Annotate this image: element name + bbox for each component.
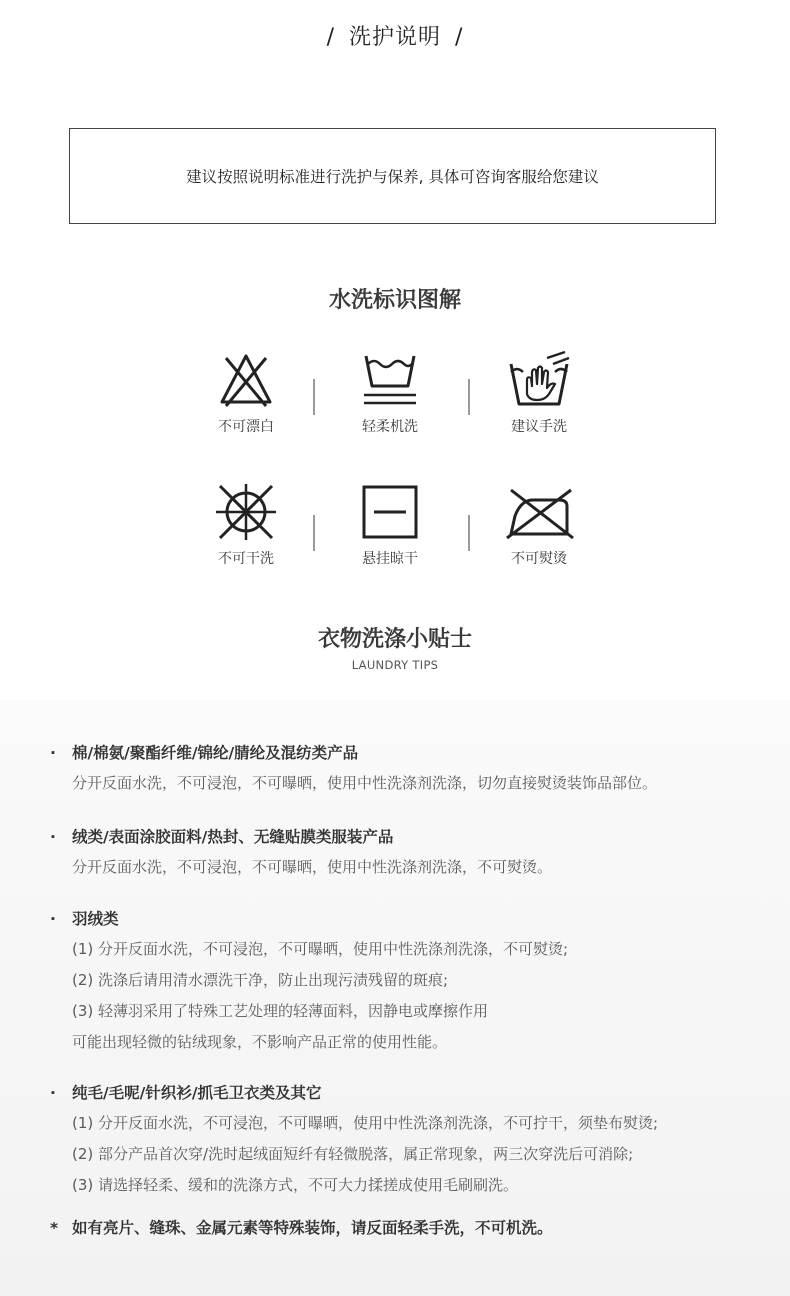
hand-wash-icon [505,350,573,410]
tips-section-title: 衣物洗涤小贴士 [317,627,472,652]
gentle-machine-wash-icon [358,350,422,410]
hang-dry-icon [358,482,422,542]
symbol-label: 轻柔机洗 [362,419,418,435]
no-dry-clean-icon [214,482,278,542]
tip-line: 可能出现轻微的钻绒现象，不影响产品正常的使用性能。 [72,1033,448,1051]
tip-line: (3) 请选择轻柔、缓和的洗涤方式，不可大力揉搓成使用毛刷刷洗。 [72,1176,519,1194]
symbol-label: 不可熨烫 [511,551,567,567]
tip-group [50,904,770,1058]
tip-heading: · 羽绒类 [50,910,119,928]
tip-line: (1) 分开反面水洗，不可浸泡，不可曝晒，使用中性洗涤剂洗涤，不可拧干，须垫布熨烫; [72,1114,659,1132]
tip-line: (2) 洗涤后请用清水漂洗干净，防止出现污渍残留的斑痕; [72,971,449,989]
symbols-section-title: 水洗标识图解 [328,288,461,313]
special-decoration-note: * 如有亮片、缝珠、金属元素等特殊装饰，请反面轻柔手洗，不可机洗。 [50,1219,553,1237]
page-title: / 洗护说明 / [326,25,464,50]
symbol-no-dry-clean [166,482,326,568]
tip-line: (1) 分开反面水洗，不可浸泡，不可曝晒，使用中性洗涤剂洗涤，不可熨烫; [72,940,569,958]
symbol-no-iron [459,482,619,568]
symbol-label: 不可干洗 [218,551,274,567]
notice-box [69,128,716,224]
symbol-label: 不可漂白 [218,419,274,435]
tips-section-subtitle: LAUNDRY TIPS [351,658,439,672]
symbol-gentle-machine-wash [310,350,470,436]
symbol-label: 建议手洗 [511,419,567,435]
tip-group [50,822,770,883]
tip-heading: · 纯毛/毛呢/针织衫/抓毛卫衣类及其它 [50,1084,322,1102]
symbol-hang-dry [310,482,470,568]
symbol-label: 悬挂晾干 [362,551,418,567]
tip-line: 分开反面水洗，不可浸泡，不可曝晒，使用中性洗涤剂洗涤，切勿直接熨烫装饰品部位。 [72,774,658,792]
tip-heading: · 棉/棉氨/聚酯纤维/锦纶/腈纶及混纺类产品 [50,744,359,762]
notice-text: 建议按照说明标准进行洗护与保养, 具体可咨询客服给您建议 [186,168,599,186]
symbol-no-bleach [166,350,326,436]
tip-line: (3) 轻薄羽采用了特殊工艺处理的轻薄面料，因静电或摩擦作用 [72,1002,489,1020]
tip-line: 分开反面水洗，不可浸泡，不可曝晒，使用中性洗涤剂洗涤，不可熨烫。 [72,858,553,876]
tip-group [50,738,770,799]
tip-line: (2) 部分产品首次穿/洗时起绒面短纤有轻微脱落，属正常现象，两三次穿洗后可消除; [72,1145,634,1163]
tip-group [50,1078,770,1201]
no-iron-icon [503,482,575,542]
symbol-hand-wash [459,350,619,436]
tip-heading: · 绒类/表面涂胶面料/热封、无缝贴膜类服装产品 [50,828,394,846]
no-bleach-icon [214,350,278,410]
